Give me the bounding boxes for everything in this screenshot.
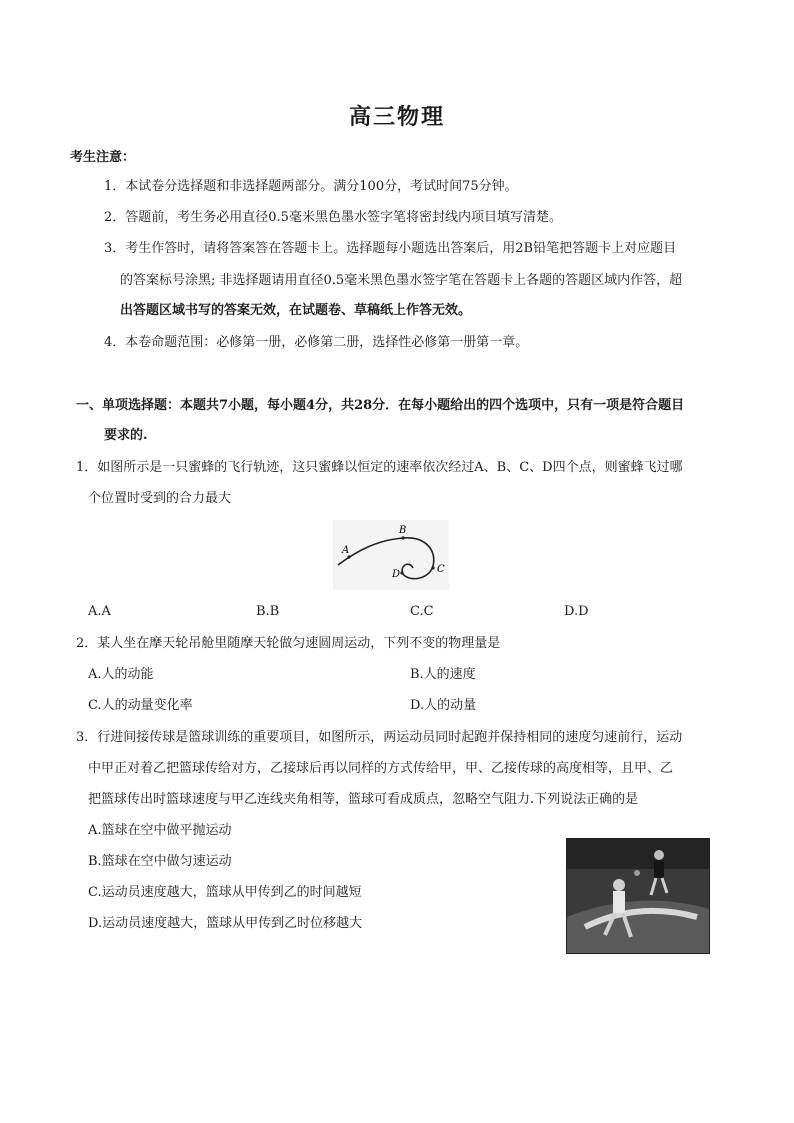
- page-title: 高三物理: [348, 104, 445, 130]
- basketball-photo-svg: [567, 839, 709, 953]
- notice-item-3-cont: 的答案标号涂黑; 非选择题请用直径0.5毫米黑色墨水签字笔在答题卡上各题的答题区域内作答，超: [120, 273, 683, 288]
- notice-item-3-bold: 出答题区域书写的答案无效，在试题卷、草稿纸上作答无效。: [120, 303, 472, 318]
- q1-stem-cont: 个位置时受到的合力最大: [88, 491, 232, 506]
- label-c: C: [437, 564, 445, 575]
- bee-trajectory-svg: [333, 520, 449, 590]
- figure-background: [333, 520, 449, 590]
- bee-trajectory-figure: [333, 520, 449, 590]
- point-b-dot: [401, 536, 404, 539]
- photo-wall: [567, 839, 709, 869]
- q2-stem: 2．某人坐在摩天轮吊舱里随摩天轮做匀速圆周运动，下列不变的物理量是: [76, 636, 501, 651]
- q1-option-b: B.B: [256, 604, 280, 619]
- label-b: B: [399, 525, 407, 536]
- q3-option-d: D.运动员速度越大，篮球从甲传到乙时位移越大: [88, 916, 363, 931]
- notice-heading: 考生注意：: [70, 150, 136, 165]
- q3-stem: 3．行进间接传球是篮球训练的重要项目，如图所示，两运动员同时起跑并保持相同的速度匀速前行，运动: [76, 730, 683, 745]
- notice-item-1: 1．本试卷分选择题和非选择题两部分。满分100分，考试时间75分钟。: [104, 179, 518, 194]
- label-a: A: [342, 545, 350, 556]
- q2-option-d: D.人的动量: [410, 698, 477, 713]
- q2-option-b: B.人的速度: [410, 667, 476, 682]
- q1-option-d: D.D: [564, 604, 589, 619]
- q1-option-c: C.C: [410, 604, 434, 619]
- label-d: D: [392, 569, 401, 580]
- q2-option-a: A.人的动能: [88, 667, 154, 682]
- basketball-photo: [566, 838, 710, 954]
- notice-item-2: 2．答题前，考生务必用直径0.5毫米黑色墨水签字笔将密封线内项目填写清楚。: [104, 210, 562, 225]
- notice-item-3: 3．考生作答时，请将答案答在答题卡上。选择题每小题选出答案后，用2B铅笔把答题卡上对应题目: [104, 241, 677, 256]
- q2-option-c: C.人的动量变化率: [88, 698, 193, 713]
- q3-stem-cont-1: 中甲正对着乙把篮球传给对方，乙接球后再以同样的方式传给甲，甲、乙接传球的高度相等，且甲、乙: [88, 761, 674, 776]
- q3-stem-cont-2: 把篮球传出时篮球速度与甲乙连线夹角相等，篮球可看成质点，忽略空气阻力.下列说法正确的是: [88, 792, 639, 807]
- basketball: [634, 870, 640, 876]
- q3-option-b: B.篮球在空中做匀速运动: [88, 854, 232, 869]
- section1-heading: 一、单项选择题：本题共7小题，每小题4分，共28分．在每小题给出的四个选项中，只有一项是符合题目: [76, 398, 685, 413]
- q3-option-a: A.篮球在空中做平抛运动: [88, 823, 232, 838]
- point-c-dot: [431, 566, 434, 569]
- point-d-dot: [400, 571, 403, 574]
- notice-item-4: 4．本卷命题范围：必修第一册，必修第二册，选择性必修第一册第一章。: [104, 335, 529, 350]
- q1-stem: 1．如图所示是一只蜜蜂的飞行轨迹，这只蜜蜂以恒定的速率依次经过A、B、C、D四个点，则蜜蜂飞过哪: [76, 460, 683, 475]
- q3-option-c: C.运动员速度越大，篮球从甲传到乙的时间越短: [88, 885, 362, 900]
- q1-option-a: A.A: [88, 604, 111, 619]
- section1-heading-cont: 要求的.: [104, 428, 148, 443]
